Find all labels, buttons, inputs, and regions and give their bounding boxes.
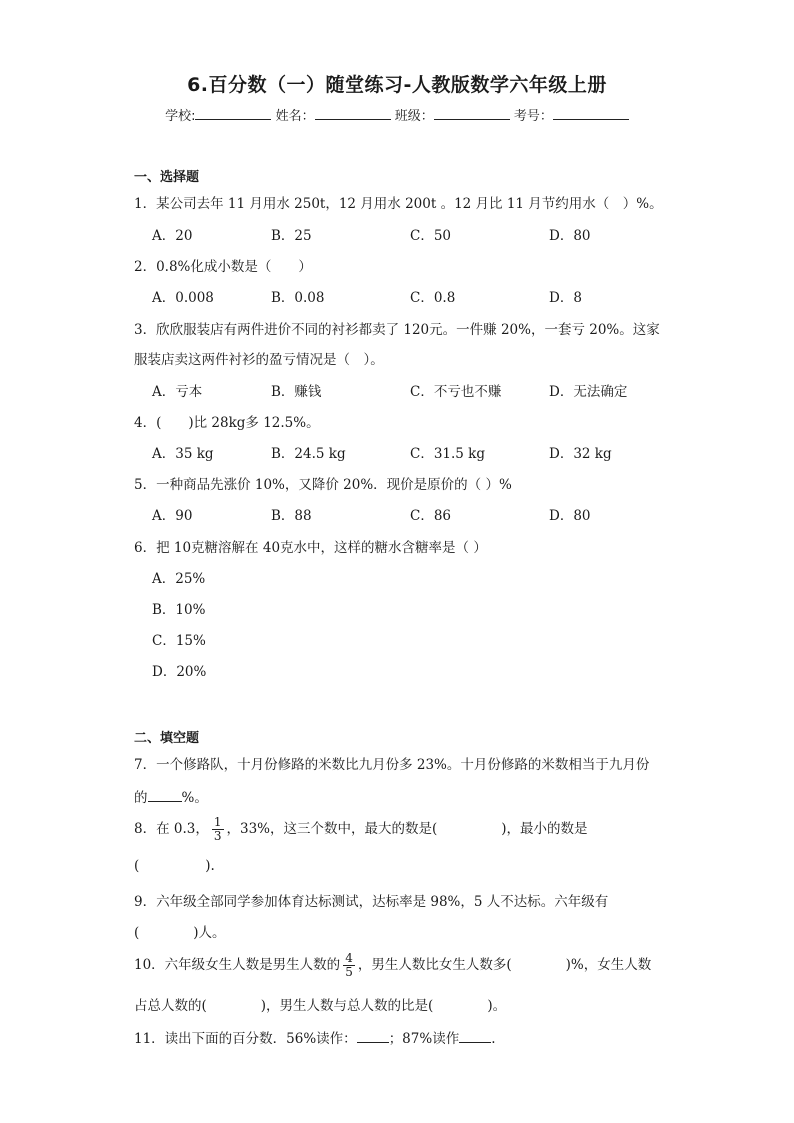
- q7-answer-blank[interactable]: [148, 789, 182, 802]
- q10-text-b: ，男生人数比女生人数多(: [357, 957, 512, 973]
- fraction-one-third: [212, 816, 224, 843]
- q7-text-b: %。: [181, 790, 208, 806]
- fraction-denominator: 3: [213, 829, 222, 843]
- q9-line2-a: (: [134, 925, 140, 941]
- fraction-four-fifths: [343, 952, 355, 979]
- question-9-line-1: 9．六年级全部同学参加体育达标测试，达标率是 98%，5 人不达标。六年级有: [134, 894, 609, 910]
- question-6: 6．把 10克糖溶解在 40克水中，这样的糖水含糖率是（ ）: [134, 540, 487, 556]
- q5-option-a[interactable]: A．90: [152, 508, 193, 524]
- name-field[interactable]: [315, 107, 391, 120]
- q2-option-a[interactable]: A．0.008: [152, 290, 214, 306]
- id-field[interactable]: [553, 107, 629, 120]
- q10-text-a: 10．六年级女生人数是男生人数的: [134, 957, 341, 973]
- q11-blank-56[interactable]: [357, 1030, 389, 1043]
- page-title: 6.百分数（一）随堂练习-人教版数学六年级上册: [187, 74, 607, 96]
- q10-line2-a: 占总人数的(: [134, 998, 207, 1014]
- q4-option-d[interactable]: D．32 kg: [549, 446, 612, 462]
- q8-line2-a: (: [134, 858, 140, 874]
- q2-option-b[interactable]: B．0.08: [271, 290, 325, 306]
- name-label: 姓名：: [275, 109, 315, 124]
- q8-text-a: 8．在 0.3，: [134, 821, 209, 837]
- q2-option-d[interactable]: D．8: [549, 290, 582, 306]
- question-3-line-1: 3．欣欣服装店有两件进价不同的衬衫都卖了 120元。一件赚 20%，一套亏 20%。这家: [134, 322, 660, 338]
- id-label: 考号：: [513, 109, 553, 124]
- question-9-line-2: [134, 921, 226, 941]
- q11-text-b: ；87%读作: [388, 1031, 460, 1047]
- q6-option-a[interactable]: A．25%: [152, 571, 206, 587]
- question-10-line-1: [134, 952, 651, 979]
- question-10-line-2: [134, 994, 506, 1014]
- section-fill-heading: 二、填空题: [134, 731, 200, 746]
- q4-option-b[interactable]: B．24.5 kg: [271, 446, 346, 462]
- q10-text-c: )%，女生人数: [565, 957, 652, 973]
- question-8-line-1: [134, 816, 588, 843]
- question-2: 2．0.8%化成小数是（ ）: [134, 259, 312, 275]
- question-7-line-2: [134, 786, 208, 806]
- school-label: 学校:: [165, 109, 196, 124]
- fraction-denominator: 5: [345, 965, 353, 979]
- q9-line2-b: )人。: [193, 925, 226, 941]
- q11-text-a: 11．读出下面的百分数．56%读作：: [134, 1031, 357, 1047]
- question-4: 4．( )比 28kg多 12.5%。: [134, 415, 320, 431]
- q3-option-a[interactable]: A．亏本: [152, 384, 203, 400]
- q11-blank-87[interactable]: [459, 1030, 491, 1043]
- q1-option-d[interactable]: D．80: [549, 228, 591, 244]
- section-choice-heading: 一、选择题: [134, 170, 200, 185]
- question-3-line-2: 服装店卖这两件衬衫的盈亏情况是（ ）。: [134, 352, 384, 368]
- question-7-line-1: 7．一个修路队，十月份修路的米数比九月份多 23%。十月份修路的米数相当于九月份: [134, 757, 650, 773]
- q11-text-c: .: [491, 1031, 496, 1047]
- q3-option-d[interactable]: D．无法确定: [549, 384, 628, 400]
- class-field[interactable]: [434, 107, 510, 120]
- q10-line2-b: )，男生人数与总人数的比是(: [260, 998, 434, 1014]
- q6-option-d[interactable]: D．20%: [152, 664, 207, 680]
- q10-line2-c: )。: [487, 998, 507, 1014]
- q3-option-c[interactable]: C．不亏也不赚: [410, 384, 502, 400]
- class-label: 班级：: [394, 109, 434, 124]
- question-1: 1．某公司去年 11 月用水 250t，12 月用水 200t 。12 月比 11 月节约用水（ ）%。: [134, 196, 663, 212]
- q4-option-c[interactable]: C．31.5 kg: [410, 446, 486, 462]
- q1-option-a[interactable]: A．20: [152, 228, 193, 244]
- q5-option-c[interactable]: C．86: [410, 508, 452, 524]
- question-11: [134, 1027, 496, 1047]
- q6-option-b[interactable]: B．10%: [152, 602, 206, 618]
- q2-option-c[interactable]: C．0.8: [410, 290, 456, 306]
- q3-option-b[interactable]: B．赚钱: [271, 384, 322, 400]
- question-5: 5．一种商品先涨价 10%，又降价 20%．现价是原价的（ ）%: [134, 477, 512, 493]
- student-info: [0, 105, 794, 124]
- q5-option-b[interactable]: B．88: [271, 508, 312, 524]
- q8-text-b: ，33%，这三个数中，最大的数是(: [226, 821, 438, 837]
- fraction-numerator: 4: [345, 951, 353, 965]
- q8-line2-b: ).: [205, 858, 215, 874]
- q5-option-d[interactable]: D．80: [549, 508, 591, 524]
- school-field[interactable]: [195, 107, 271, 120]
- q8-text-c: )，最小的数是: [501, 821, 588, 837]
- q4-option-a[interactable]: A．35 kg: [152, 446, 214, 462]
- fraction-numerator: 1: [213, 815, 222, 829]
- q6-option-c[interactable]: C．15%: [152, 633, 206, 649]
- question-8-line-2: [134, 858, 215, 874]
- q1-option-b[interactable]: B．25: [271, 228, 312, 244]
- q1-option-c[interactable]: C．50: [410, 228, 452, 244]
- q7-text-a: 的: [134, 790, 148, 806]
